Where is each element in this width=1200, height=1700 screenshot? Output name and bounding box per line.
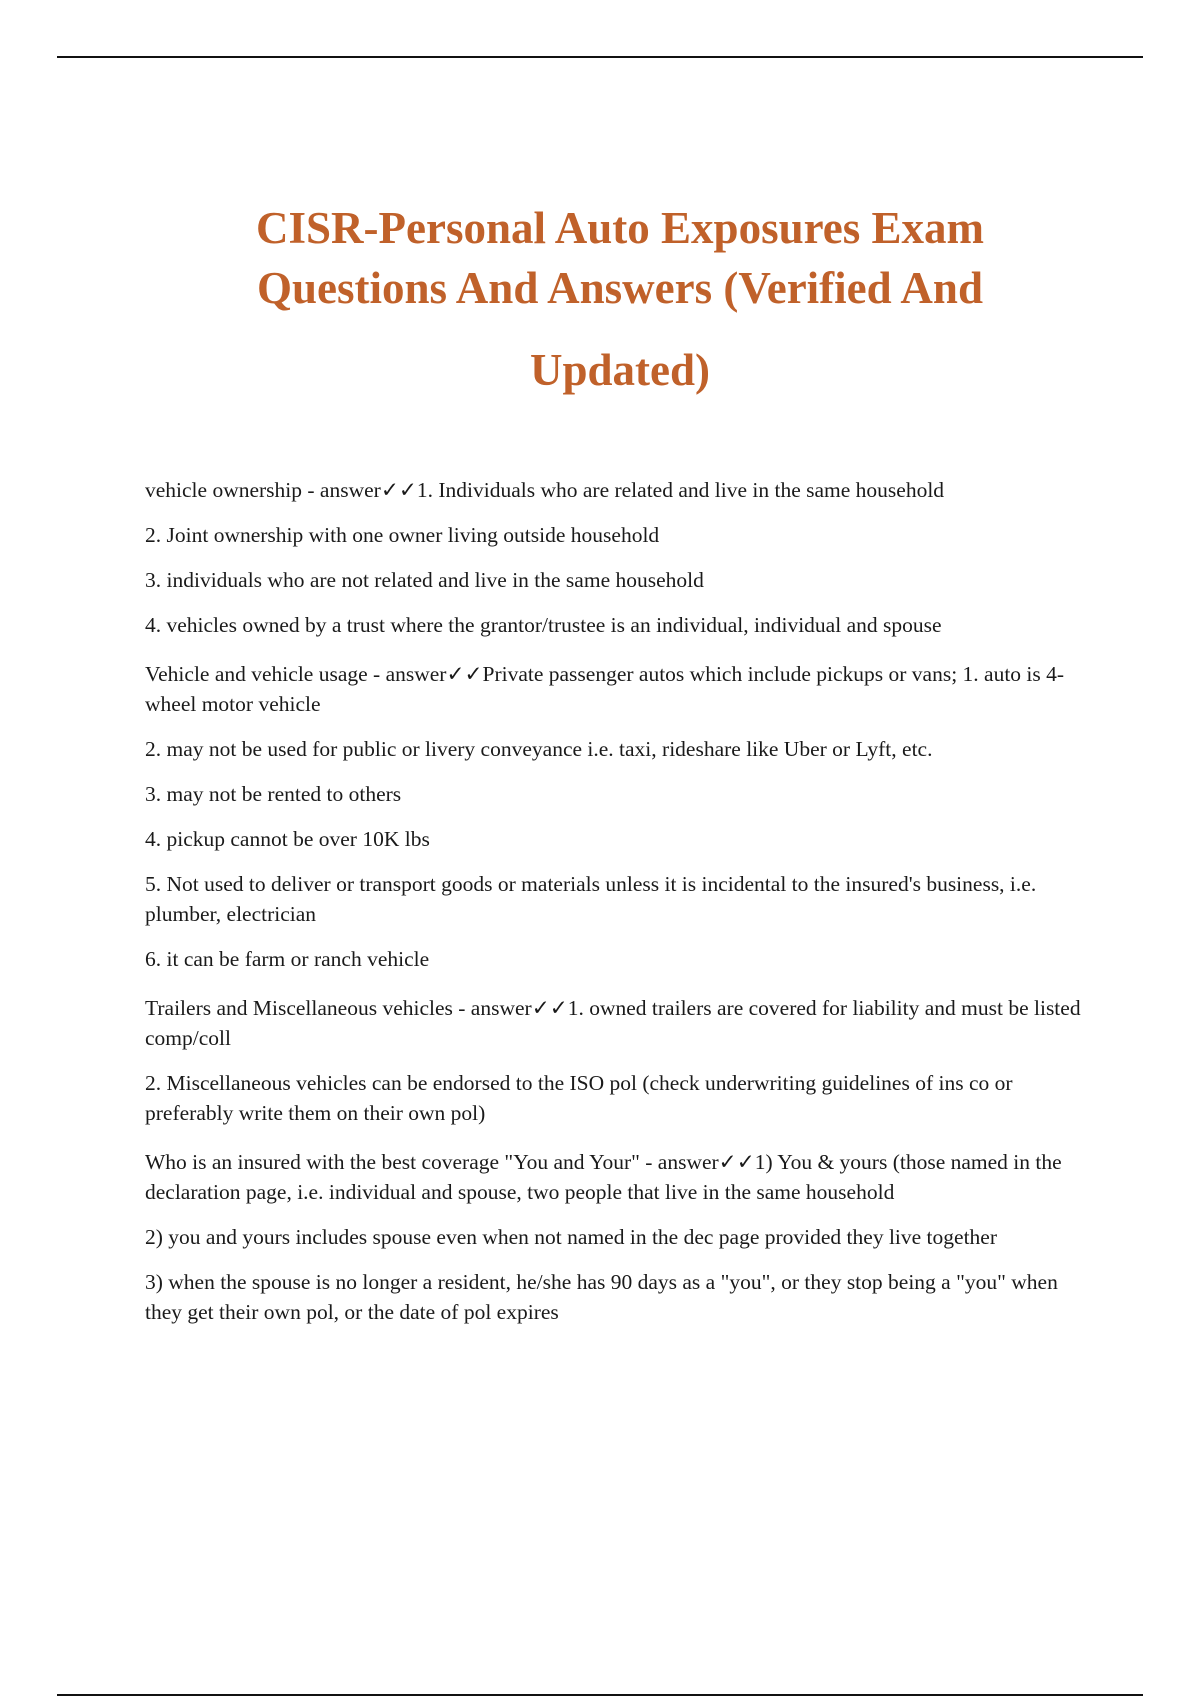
paragraph: 2. may not be used for public or livery conveyance i.e. taxi, rideshare like Uber or Lyft, etc. (145, 737, 933, 761)
paragraph: 4. pickup cannot be over 10K lbs (145, 827, 430, 851)
paragraph: 2) you and yours includes spouse even when not named in the dec page provided they live together (145, 1225, 998, 1249)
paragraph: Who is an insured with the best coverage "You and Your" - answer✓✓1) You & yours (those named in the declaration page, i.e. individual and spouse, two people that live in the same household (145, 1150, 1062, 1204)
paragraph: Vehicle and vehicle usage - answer✓✓Private passenger autos which include pickups or vans; 1. auto is 4-wheel motor vehicle (145, 662, 1065, 716)
document-title (160, 198, 1080, 400)
paragraph: Trailers and Miscellaneous vehicles - answer✓✓1. owned trailers are covered for liability and must be listed comp/coll (145, 996, 1081, 1050)
document-body (145, 475, 1090, 1327)
paragraph: 2. Miscellaneous vehicles can be endorsed to the ISO pol (check underwriting guidelines of ins co or preferably write them on their own pol) (145, 1071, 1013, 1125)
paragraph: 3) when the spouse is no longer a resident, he/she has 90 days as a "you", or they stop being a "you" when they get their own pol, or the date of pol expires (145, 1270, 1058, 1324)
bottom-rule (57, 1694, 1143, 1696)
paragraph: 6. it can be farm or ranch vehicle (145, 947, 430, 971)
title-line-2: Questions And Answers (Verified And (257, 263, 983, 314)
paragraph: vehicle ownership - answer✓✓1. Individuals who are related and live in the same household (145, 478, 945, 502)
paragraph: 3. may not be rented to others (145, 782, 402, 806)
paragraph: 4. vehicles owned by a trust where the grantor/trustee is an individual, individual and spouse (145, 613, 942, 637)
paragraph: 5. Not used to deliver or transport goods or materials unless it is incidental to the insured's business, i.e. plumber, electrician (145, 872, 1037, 926)
paragraph: 3. individuals who are not related and live in the same household (145, 568, 704, 592)
title-line-1: CISR-Personal Auto Exposures Exam (256, 203, 984, 254)
top-rule (57, 56, 1143, 58)
title-line-3: Updated) (529, 345, 711, 396)
paragraph: 2. Joint ownership with one owner living outside household (145, 523, 660, 547)
